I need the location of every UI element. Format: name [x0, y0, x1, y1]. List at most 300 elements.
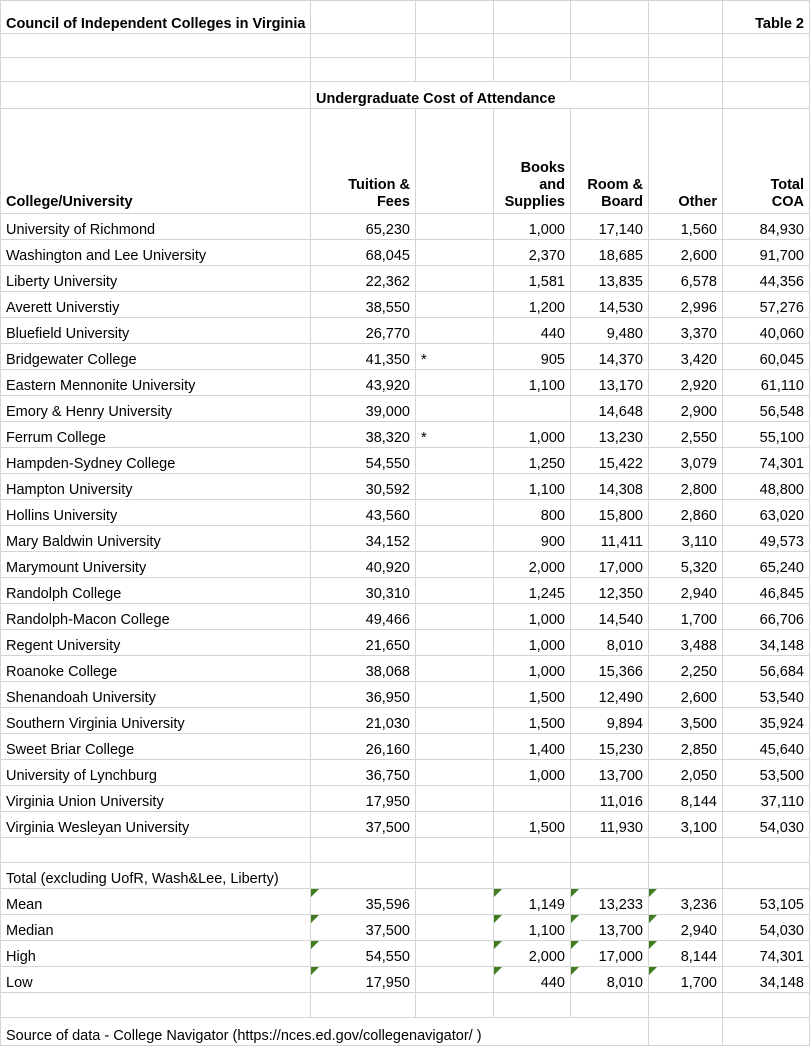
cell-footnote-asterisk[interactable] — [416, 656, 494, 682]
cell-room-board[interactable] — [571, 500, 649, 526]
cell-total-coa[interactable] — [723, 240, 810, 266]
cell-room-board-text: 12,350 — [598, 586, 643, 603]
stat-books-supplies[interactable] — [494, 941, 571, 967]
cell-room-board[interactable] — [571, 318, 649, 344]
cell-room-board-text: 18,685 — [598, 248, 643, 265]
column-header-tuition — [311, 109, 416, 214]
cell-tuition-fees[interactable] — [311, 318, 416, 344]
cell-college-name[interactable] — [1, 578, 311, 604]
table-row[interactable] — [1, 474, 810, 500]
cell-books-supplies[interactable] — [494, 422, 571, 448]
cell-books-supplies[interactable] — [494, 630, 571, 656]
table-row[interactable] — [1, 708, 810, 734]
cell-room-board[interactable] — [571, 734, 649, 760]
cell-other-text: 3,500 — [680, 716, 717, 733]
cell-tuition-fees[interactable] — [311, 526, 416, 552]
blank-cell — [571, 838, 649, 863]
table-row[interactable] — [1, 448, 810, 474]
cell-footnote-asterisk[interactable] — [416, 786, 494, 812]
cell-books-supplies[interactable] — [494, 474, 571, 500]
blank-cell — [649, 34, 723, 58]
cell-other[interactable] — [649, 526, 723, 552]
cell-tuition-fees[interactable] — [311, 370, 416, 396]
cell-other[interactable] — [649, 734, 723, 760]
cell-footnote-asterisk[interactable] — [416, 708, 494, 734]
cell-room-board-text: 11,930 — [599, 820, 643, 837]
stat-other-text: 3,236 — [680, 897, 717, 914]
cell-college-name[interactable] — [1, 682, 311, 708]
cell-books-supplies[interactable] — [494, 292, 571, 318]
cell-college-name[interactable] — [1, 630, 311, 656]
cell-total-coa[interactable] — [723, 526, 810, 552]
cell-other[interactable] — [649, 786, 723, 812]
blank-cell — [494, 34, 571, 58]
cell-tuition-fees[interactable] — [311, 604, 416, 630]
cell-books-supplies[interactable] — [494, 370, 571, 396]
cell-college-name[interactable] — [1, 448, 311, 474]
stat-asterisk-spacer — [416, 889, 494, 915]
cell-tuition-fees-text: 22,362 — [365, 274, 410, 291]
error-indicator-icon — [571, 915, 579, 923]
cell-books-supplies[interactable] — [494, 344, 571, 370]
cell-footnote-asterisk[interactable] — [416, 474, 494, 500]
cell-total-coa-text: 46,845 — [759, 586, 804, 603]
error-indicator-icon — [649, 889, 657, 897]
cell-total-coa-text: 54,030 — [759, 820, 804, 837]
cell-tuition-fees-text: 38,068 — [365, 664, 410, 681]
cell-footnote-asterisk[interactable] — [416, 682, 494, 708]
blank-cell — [723, 993, 810, 1018]
stat-label[interactable] — [1, 915, 311, 941]
cell-other-text: 2,900 — [680, 404, 717, 421]
cell-tuition-fees[interactable] — [311, 734, 416, 760]
cell-total-coa-text: 65,240 — [759, 560, 804, 577]
table-row[interactable] — [1, 344, 810, 370]
stat-tuition-fees[interactable] — [311, 967, 416, 993]
cell-room-board[interactable] — [571, 266, 649, 292]
cell-tuition-fees[interactable] — [311, 708, 416, 734]
cell-other[interactable] — [649, 292, 723, 318]
table-row[interactable] — [1, 240, 810, 266]
cell-books-supplies[interactable] — [494, 500, 571, 526]
summary-stat-row[interactable] — [1, 889, 810, 915]
cell-books-supplies[interactable] — [494, 682, 571, 708]
cell-room-board-text: 14,540 — [598, 612, 643, 629]
cell-room-board[interactable] — [571, 812, 649, 838]
cell-total-coa[interactable] — [723, 422, 810, 448]
cell-total-coa[interactable] — [723, 292, 810, 318]
cell-tuition-fees[interactable] — [311, 240, 416, 266]
tuition-header-line1: Tuition & — [348, 176, 410, 193]
cell-total-coa[interactable] — [723, 474, 810, 500]
cell-other[interactable] — [649, 240, 723, 266]
cell-footnote-asterisk[interactable] — [416, 318, 494, 344]
cell-total-coa[interactable] — [723, 708, 810, 734]
table-row[interactable] — [1, 630, 810, 656]
cell-college-name-text: Randolph-Macon College — [6, 612, 170, 629]
stat-other[interactable] — [649, 915, 723, 941]
cell-footnote-asterisk[interactable] — [416, 422, 494, 448]
title-row — [1, 1, 810, 34]
cell-books-supplies[interactable] — [494, 214, 571, 240]
cell-tuition-fees[interactable] — [311, 474, 416, 500]
cell-total-coa[interactable] — [723, 682, 810, 708]
stat-other[interactable] — [649, 941, 723, 967]
cell-books-supplies[interactable] — [494, 708, 571, 734]
cell-other-text: 3,079 — [680, 456, 717, 473]
cell-college-name-text: Sweet Briar College — [6, 742, 135, 759]
cell-other[interactable] — [649, 500, 723, 526]
cell-room-board-text: 11,411 — [600, 534, 643, 551]
cell-room-board[interactable] — [571, 240, 649, 266]
stat-total-coa-text: 34,148 — [759, 975, 804, 992]
stat-total-coa[interactable] — [723, 967, 810, 993]
cell-total-coa[interactable] — [723, 318, 810, 344]
summary-heading-spacer — [311, 863, 416, 889]
cell-other[interactable] — [649, 578, 723, 604]
books-header-line2: and — [539, 176, 565, 193]
stat-tuition-fees-text: 54,550 — [365, 949, 410, 966]
cell-room-board[interactable] — [571, 786, 649, 812]
stat-tuition-fees[interactable] — [311, 915, 416, 941]
stat-books-supplies[interactable] — [494, 889, 571, 915]
table-row[interactable] — [1, 604, 810, 630]
table-row[interactable] — [1, 292, 810, 318]
cell-college-name-text: Southern Virginia University — [6, 716, 185, 733]
cell-other[interactable] — [649, 604, 723, 630]
table-row[interactable] — [1, 812, 810, 838]
cell-books-supplies[interactable] — [494, 604, 571, 630]
stat-total-coa-text: 53,105 — [759, 897, 804, 914]
cell-room-board[interactable] — [571, 630, 649, 656]
table-row[interactable] — [1, 656, 810, 682]
table-row[interactable] — [1, 318, 810, 344]
error-indicator-icon — [571, 889, 579, 897]
cell-other[interactable] — [649, 474, 723, 500]
cell-tuition-fees-text: 26,770 — [365, 326, 410, 343]
summary-stat-row[interactable] — [1, 967, 810, 993]
cell-room-board[interactable] — [571, 448, 649, 474]
cell-college-name[interactable] — [1, 526, 311, 552]
cell-other[interactable] — [649, 344, 723, 370]
cell-room-board[interactable] — [571, 292, 649, 318]
table-row[interactable] — [1, 760, 810, 786]
cell-room-board[interactable] — [571, 370, 649, 396]
cell-footnote-asterisk[interactable] — [416, 760, 494, 786]
table-row[interactable] — [1, 734, 810, 760]
page-title: Council of Independent Colleges in Virginia — [1, 1, 311, 34]
cell-total-coa-text: 74,301 — [759, 456, 804, 473]
stat-tuition-fees[interactable] — [311, 941, 416, 967]
cell-other[interactable] — [649, 396, 723, 422]
cell-tuition-fees[interactable] — [311, 578, 416, 604]
cell-room-board[interactable] — [571, 526, 649, 552]
blank-cell — [1, 58, 311, 82]
table-row[interactable] — [1, 396, 810, 422]
cell-total-coa[interactable] — [723, 578, 810, 604]
stat-label[interactable] — [1, 941, 311, 967]
cell-tuition-fees[interactable] — [311, 656, 416, 682]
cell-college-name-text: Bluefield University — [6, 326, 130, 343]
stat-room-board-text: 8,010 — [606, 975, 643, 992]
stat-total-coa[interactable] — [723, 889, 810, 915]
cell-books-supplies[interactable] — [494, 240, 571, 266]
cell-total-coa[interactable] — [723, 370, 810, 396]
cell-tuition-fees[interactable] — [311, 292, 416, 318]
cell-footnote-asterisk[interactable] — [416, 448, 494, 474]
cell-college-name[interactable] — [1, 266, 311, 292]
cell-other[interactable] — [649, 266, 723, 292]
cell-total-coa[interactable] — [723, 214, 810, 240]
cell-tuition-fees[interactable] — [311, 760, 416, 786]
cell-total-coa[interactable] — [723, 448, 810, 474]
cell-college-name[interactable] — [1, 708, 311, 734]
cell-total-coa[interactable] — [723, 812, 810, 838]
cell-college-name[interactable] — [1, 318, 311, 344]
cell-room-board[interactable] — [571, 604, 649, 630]
summary-stat-row[interactable] — [1, 941, 810, 967]
stat-asterisk-spacer — [416, 941, 494, 967]
cell-footnote-asterisk[interactable] — [416, 526, 494, 552]
cell-college-name[interactable] — [1, 656, 311, 682]
cell-books-supplies[interactable] — [494, 318, 571, 344]
cell-college-name[interactable] — [1, 396, 311, 422]
cell-other[interactable] — [649, 422, 723, 448]
cell-footnote-asterisk[interactable] — [416, 812, 494, 838]
cell-other[interactable] — [649, 630, 723, 656]
cell-total-coa[interactable] — [723, 500, 810, 526]
cell-tuition-fees[interactable] — [311, 266, 416, 292]
stat-room-board[interactable] — [571, 941, 649, 967]
cell-tuition-fees[interactable] — [311, 630, 416, 656]
cell-other[interactable] — [649, 318, 723, 344]
cell-college-name[interactable] — [1, 240, 311, 266]
stat-other[interactable] — [649, 889, 723, 915]
cell-other[interactable] — [649, 760, 723, 786]
cell-tuition-fees-text: 38,550 — [365, 300, 410, 317]
cell-total-coa[interactable] — [723, 344, 810, 370]
cell-total-coa[interactable] — [723, 396, 810, 422]
cell-books-supplies[interactable] — [494, 734, 571, 760]
cell-room-board-text: 15,366 — [598, 664, 643, 681]
cell-other[interactable] — [649, 370, 723, 396]
stat-asterisk-spacer — [416, 915, 494, 941]
cell-total-coa-text: 53,540 — [759, 690, 804, 707]
cell-footnote-asterisk[interactable] — [416, 344, 494, 370]
cell-college-name[interactable] — [1, 292, 311, 318]
cell-tuition-fees[interactable] — [311, 344, 416, 370]
cell-college-name[interactable] — [1, 812, 311, 838]
cell-tuition-fees-text: 65,230 — [365, 222, 410, 239]
blank-cell — [311, 993, 416, 1018]
cell-room-board[interactable] — [571, 214, 649, 240]
cell-total-coa[interactable] — [723, 734, 810, 760]
cell-footnote-asterisk[interactable] — [416, 500, 494, 526]
table-row[interactable] — [1, 500, 810, 526]
table-row[interactable] — [1, 266, 810, 292]
cell-books-supplies[interactable] — [494, 656, 571, 682]
stat-other[interactable] — [649, 967, 723, 993]
stat-books-supplies[interactable] — [494, 915, 571, 941]
summary-stat-row[interactable] — [1, 915, 810, 941]
blank-cell — [1, 993, 311, 1018]
cell-footnote-asterisk[interactable] — [416, 734, 494, 760]
cell-room-board[interactable] — [571, 656, 649, 682]
cell-tuition-fees[interactable] — [311, 552, 416, 578]
source-spacer-1 — [649, 1018, 723, 1046]
title-spacer-5 — [649, 1, 723, 34]
stat-label[interactable] — [1, 967, 311, 993]
stat-room-board[interactable] — [571, 915, 649, 941]
cell-books-supplies[interactable] — [494, 786, 571, 812]
cell-footnote-asterisk[interactable] — [416, 292, 494, 318]
cell-college-name[interactable] — [1, 370, 311, 396]
cell-other[interactable] — [649, 812, 723, 838]
cell-total-coa[interactable] — [723, 630, 810, 656]
cell-other[interactable] — [649, 448, 723, 474]
cell-tuition-fees[interactable] — [311, 422, 416, 448]
cell-books-supplies[interactable] — [494, 578, 571, 604]
cell-college-name[interactable] — [1, 214, 311, 240]
stat-label-text: Median — [6, 923, 54, 940]
cell-tuition-fees[interactable] — [311, 448, 416, 474]
cell-footnote-asterisk[interactable] — [416, 214, 494, 240]
cell-room-board[interactable] — [571, 422, 649, 448]
cell-books-supplies[interactable] — [494, 266, 571, 292]
cell-room-board[interactable] — [571, 552, 649, 578]
cell-college-name-text: Roanoke College — [6, 664, 118, 681]
cell-room-board[interactable] — [571, 578, 649, 604]
cell-total-coa-text: 56,684 — [759, 664, 804, 681]
cell-other[interactable] — [649, 214, 723, 240]
stat-tuition-fees[interactable] — [311, 889, 416, 915]
cell-books-supplies-text: 1,000 — [528, 664, 565, 681]
cell-total-coa[interactable] — [723, 786, 810, 812]
stat-room-board[interactable] — [571, 889, 649, 915]
table-row[interactable] — [1, 682, 810, 708]
cell-footnote-asterisk[interactable] — [416, 396, 494, 422]
cell-room-board[interactable] — [571, 760, 649, 786]
cell-books-supplies[interactable] — [494, 396, 571, 422]
cell-books-supplies[interactable] — [494, 552, 571, 578]
stat-tuition-fees-text: 35,596 — [365, 897, 410, 914]
blank-cell — [494, 993, 571, 1018]
cell-footnote-asterisk[interactable] — [416, 578, 494, 604]
cell-room-board[interactable] — [571, 396, 649, 422]
cell-tuition-fees-text: 30,592 — [365, 482, 410, 499]
cell-books-supplies[interactable] — [494, 526, 571, 552]
cell-other[interactable] — [649, 552, 723, 578]
cell-books-supplies[interactable] — [494, 812, 571, 838]
cell-tuition-fees[interactable] — [311, 682, 416, 708]
cell-other[interactable] — [649, 656, 723, 682]
cell-other-text: 8,144 — [680, 794, 717, 811]
cell-room-board-text: 13,835 — [598, 274, 643, 291]
cell-footnote-asterisk[interactable] — [416, 552, 494, 578]
cell-books-supplies[interactable] — [494, 448, 571, 474]
cell-room-board[interactable] — [571, 682, 649, 708]
cell-tuition-fees[interactable] — [311, 500, 416, 526]
cell-room-board[interactable] — [571, 708, 649, 734]
table-row[interactable] — [1, 422, 810, 448]
cell-total-coa-text: 40,060 — [759, 326, 804, 343]
table-label: Table 2 — [723, 1, 810, 34]
cell-college-name-text: University of Lynchburg — [6, 768, 157, 785]
cell-tuition-fees-text: 43,920 — [365, 378, 410, 395]
blank-cell — [649, 993, 723, 1018]
cell-footnote-asterisk[interactable] — [416, 370, 494, 396]
source-spacer-2 — [723, 1018, 810, 1046]
cell-tuition-fees[interactable] — [311, 396, 416, 422]
cell-books-supplies[interactable] — [494, 760, 571, 786]
cell-books-supplies-text: 1,000 — [528, 612, 565, 629]
cell-footnote-asterisk[interactable] — [416, 630, 494, 656]
table-row[interactable] — [1, 526, 810, 552]
blank-cell — [571, 993, 649, 1018]
table-row[interactable] — [1, 214, 810, 240]
band-spacer-right-2 — [723, 82, 810, 109]
cell-other[interactable] — [649, 682, 723, 708]
cell-college-name[interactable] — [1, 422, 311, 448]
cell-total-coa[interactable] — [723, 604, 810, 630]
stat-label-text: Low — [6, 975, 33, 992]
table-row[interactable] — [1, 578, 810, 604]
cell-books-supplies-text: 440 — [540, 326, 565, 343]
cell-college-name[interactable] — [1, 604, 311, 630]
table-row[interactable] — [1, 552, 810, 578]
stat-label-text: High — [6, 949, 36, 966]
stat-books-supplies[interactable] — [494, 967, 571, 993]
cell-college-name[interactable] — [1, 344, 311, 370]
cell-tuition-fees[interactable] — [311, 786, 416, 812]
cell-other-text: 3,488 — [680, 638, 717, 655]
cell-tuition-fees[interactable] — [311, 812, 416, 838]
cell-college-name[interactable] — [1, 786, 311, 812]
cell-footnote-asterisk[interactable] — [416, 266, 494, 292]
table-body — [1, 1, 810, 1046]
cell-room-board[interactable] — [571, 344, 649, 370]
column-header-total — [723, 109, 810, 214]
cell-total-coa-text: 60,045 — [759, 352, 804, 369]
cell-total-coa[interactable] — [723, 266, 810, 292]
cell-college-name[interactable] — [1, 552, 311, 578]
cell-college-name[interactable] — [1, 734, 311, 760]
cell-footnote-asterisk[interactable] — [416, 240, 494, 266]
cell-tuition-fees-text: 49,466 — [365, 612, 410, 629]
table-row[interactable] — [1, 370, 810, 396]
cell-tuition-fees[interactable] — [311, 214, 416, 240]
cell-tuition-fees-text: 17,950 — [365, 794, 410, 811]
column-header-room — [571, 109, 649, 214]
stat-label[interactable] — [1, 889, 311, 915]
stat-room-board[interactable] — [571, 967, 649, 993]
table-row[interactable] — [1, 786, 810, 812]
cell-total-coa[interactable] — [723, 760, 810, 786]
cell-total-coa[interactable] — [723, 656, 810, 682]
stat-total-coa[interactable] — [723, 915, 810, 941]
blank-cell — [649, 838, 723, 863]
cell-college-name[interactable] — [1, 500, 311, 526]
cell-other[interactable] — [649, 708, 723, 734]
cell-total-coa[interactable] — [723, 552, 810, 578]
cell-room-board[interactable] — [571, 474, 649, 500]
cell-footnote-asterisk[interactable] — [416, 604, 494, 630]
cell-college-name[interactable] — [1, 760, 311, 786]
cell-room-board-text: 11,016 — [599, 794, 643, 811]
stat-total-coa[interactable] — [723, 941, 810, 967]
title-spacer-3 — [494, 1, 571, 34]
cell-college-name[interactable] — [1, 474, 311, 500]
